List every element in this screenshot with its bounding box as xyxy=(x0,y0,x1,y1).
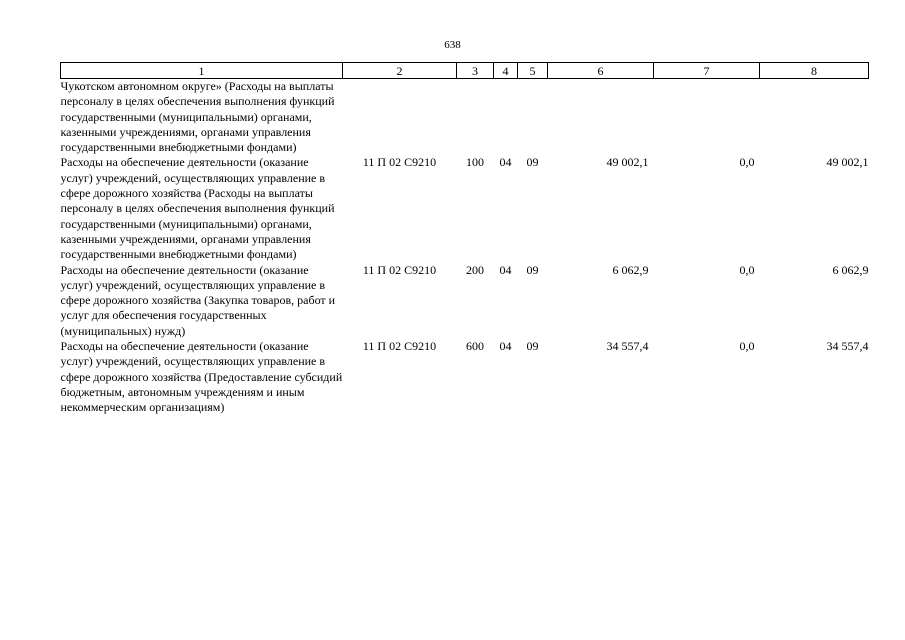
row-subsection: 09 xyxy=(526,339,539,354)
header-row xyxy=(61,63,869,79)
header-col-8: 8 xyxy=(760,63,869,79)
header-col-5: 5 xyxy=(518,63,548,79)
row-total xyxy=(760,79,869,156)
row-total: 34 557,4 xyxy=(826,339,869,354)
table-row xyxy=(61,263,869,339)
row-section xyxy=(494,79,518,156)
row-change: 0,0 xyxy=(739,339,755,354)
table-row xyxy=(61,79,869,156)
row-expense-type xyxy=(457,79,494,156)
table-body xyxy=(61,79,869,416)
header-col-3: 3 xyxy=(457,63,494,79)
header-col-7: 7 xyxy=(654,63,760,79)
row-amount: 49 002,1 xyxy=(606,155,649,170)
row-change xyxy=(654,79,760,156)
row-description: Чукотском автономном округе» (Расходы на выплаты персоналу в целях обеспечения выполнения функций государственными (муниципальными) органами, казенными учреждениями, органами управления государственными внебюджетными фондами) xyxy=(60,79,335,155)
row-expense-type: 600 xyxy=(466,339,484,354)
row-expense-type: 100 xyxy=(466,155,484,170)
table-row xyxy=(61,155,869,262)
header-col-4: 4 xyxy=(494,63,518,79)
budget-table xyxy=(60,62,869,416)
row-subsection xyxy=(518,79,548,156)
row-description: Расходы на обеспечение деятельности (оказание услуг) учреждений, осуществляющих управление в сфере дорожного хозяйства (Расходы на выплаты персоналу в целях обеспечения выполнения функций государственными (муниципальными) органами, казенными учреждениями, органами управления государственными внебюджетными фондами) xyxy=(60,155,335,262)
row-target-article: 11 П 02 С9210 xyxy=(362,262,437,277)
page-number: 638 xyxy=(444,39,461,51)
row-target-article: 11 П 02 С9210 xyxy=(362,339,437,354)
row-section: 04 xyxy=(499,339,512,354)
row-total: 6 062,9 xyxy=(832,262,869,277)
table-header xyxy=(61,63,869,79)
row-expense-type: 200 xyxy=(466,262,484,277)
header-col-2: 2 xyxy=(343,63,457,79)
row-amount: 6 062,9 xyxy=(612,262,649,277)
row-section: 04 xyxy=(499,262,512,277)
row-section: 04 xyxy=(499,155,512,170)
row-amount xyxy=(548,79,654,156)
row-subsection: 09 xyxy=(526,262,539,277)
row-target-article xyxy=(343,79,457,156)
row-target-article: 11 П 02 С9210 xyxy=(362,155,437,170)
table-row xyxy=(61,339,869,415)
row-amount: 34 557,4 xyxy=(606,339,649,354)
row-total: 49 002,1 xyxy=(826,155,869,170)
row-description: Расходы на обеспечение деятельности (оказание услуг) учреждений, осуществляющих управление в сфере дорожного хозяйства (Закупка товаров, работ и услуг для обеспечения государственных (муниципальных) нужд) xyxy=(60,262,336,338)
row-change: 0,0 xyxy=(739,155,755,170)
row-description: Расходы на обеспечение деятельности (оказание услуг) учреждений, осуществляющих управление в сфере дорожного хозяйства (Предоставление субсидий бюджетным, автономным учреждениям и иным некоммерческим организациям) xyxy=(60,339,343,415)
header-col-1: 1 xyxy=(61,63,343,79)
header-col-6: 6 xyxy=(548,63,654,79)
row-subsection: 09 xyxy=(526,155,539,170)
row-change: 0,0 xyxy=(739,262,755,277)
